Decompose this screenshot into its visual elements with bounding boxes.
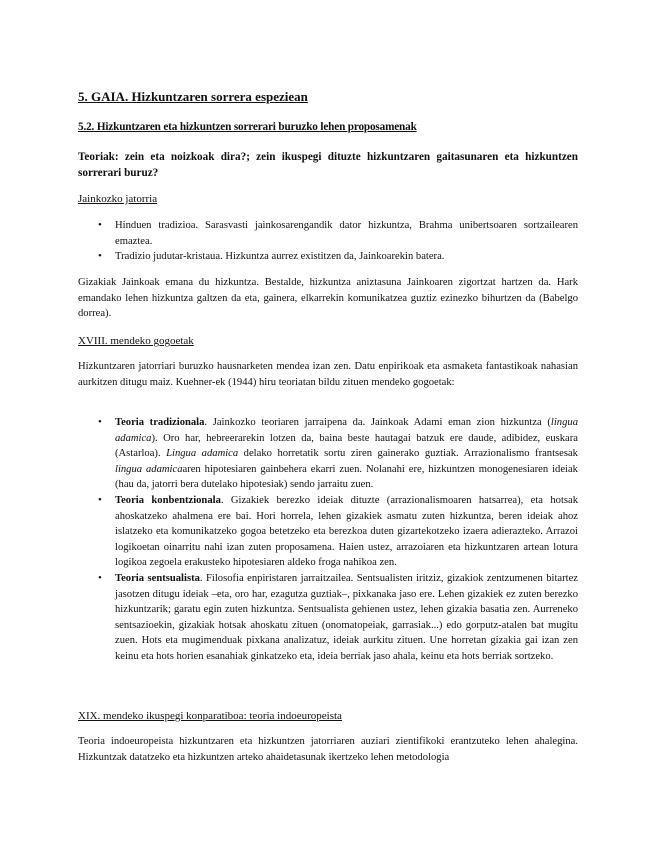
bullet-icon: •	[98, 493, 102, 506]
text-run: delako horretatik sortu ziren gainerako guztiak. Arrazionalismo frantsesak	[238, 448, 578, 460]
theories-list	[78, 415, 578, 665]
section-heading-divine-origin: Jainkozko jatorria	[78, 193, 158, 205]
list-item-traditional-theory	[78, 415, 578, 493]
text-run: aren hipotesiaren gainbehera ekarri zuen. Nolanahi ere, hizkuntzen monogenesiaren ideiak (hau da, jatorri bera dutelako hipotesiak) sendo jarraitu zuen.	[115, 463, 578, 491]
divine-origin-list	[78, 218, 578, 265]
term-label: Teoria tradizionala	[115, 417, 205, 428]
bullet-icon: •	[98, 571, 102, 584]
list-item	[78, 218, 578, 249]
chapter-title: 5. GAIA. Hizkuntzaren sorrera espeziean	[78, 89, 308, 104]
paragraph-19th-century: Teoria indoeuropeista hizkuntzaren eta hizkuntzen jatorriaren auziari zientifikoki erantzuteko lehen ahalegina. Hizkuntzak datatzeko eta hizkuntzen arteko ahaidetasunak ikertzeko lehen metodologia	[78, 736, 578, 763]
section-heading-19th-century: XIX. mendeko ikuspegi konparatiboa: teoria indoeuropeista	[78, 710, 342, 722]
paragraph-divine-origin: Gizakiak Jainkoak emana du hizkuntza. Bestalde, hizkuntza aniztasuna Jainkoaren zigortzat hartzen da. Hark emandako lehen hizkuntza galtzen da eta, gainera, elkarrekin komunikatzea guztiz ezinezko bihurtzen da (Babelgo dorrea).	[78, 277, 578, 320]
section-subtitle: 5.2. Hizkuntzaren eta hizkuntzen sorrerari buruzko lehen proposamenak	[78, 121, 417, 133]
term-label: Teoria konbentzionala	[115, 494, 221, 506]
paragraph-18th-century: Hizkuntzaren jatorriari buruzko hausnarketen mendea izan zen. Datu enpirikoak eta asmaketa fantastikoak nahasian aurkitzen ditugu maiz. Kuehner-ek (1944) hiru teoriatan bildu zituen mendeko gogoetak:	[78, 361, 578, 388]
bullet-icon: •	[98, 219, 102, 231]
text-run: ). Oro har, hebreerarekin lotzen da, baina beste hautagai batzuk ere daude, adibidez, euskara (Astarloa).	[115, 432, 578, 460]
list-item-text: Hinduen tradizioa. Sarasvasti jainkosarengandik dator hizkuntza, Brahma unibertsoaren sortzailearen emaztea.	[115, 220, 578, 247]
bullet-icon: •	[98, 250, 102, 263]
text-run: . Jainkozko teoriaren jarraipena da. Jainkoak Adami eman zion hizkuntza (	[204, 417, 551, 428]
italic-term: lingua adamica	[115, 463, 183, 475]
bullet-icon: •	[98, 416, 102, 428]
list-item-sensualist-theory	[78, 571, 578, 665]
list-item-conventional-theory	[78, 493, 578, 571]
term-label: Teoria sentsualista	[115, 572, 200, 584]
text-run: . Filosofia enpiristaren jarraitzailea. Sentsualisten iritziz, gizakiok zentzumenen bitartez jasotzen ditugu ideiak –eta, oro har, ezagutza guztiak–, pixkanaka jaso ere. Lehen gizakiek ez zuten berezko hizkuntzarik; garatu egin zuten hizkuntza. Sentsualista gehienen ustez, lehen gizakia basatia zen. Aurreneko sentsazioekin, gizakiak hotsak ahoskatu zituen (onomatopeiak, garrasiak...) edo gorputz-atalen bat mugitu zuen. Hots eta mugimenduak pixkana analizatuz, ideiak aurkitu zituen. Une horretan gizakia gai izan zen keinu eta hots horien esanahiak ginkatzeko eta, ideia berriak jaso ahala, keinu eta hots berriak sortzeko.	[115, 572, 578, 662]
list-item	[78, 249, 578, 265]
section-heading-18th-century: XVIII. mendeko gogoetak	[78, 335, 194, 347]
list-item-text: Tradizio judutar-kristaua. Hizkuntza aurrez existitzen da, Jainkoarekin batera.	[115, 251, 445, 263]
italic-term: lingua adamica	[115, 417, 578, 444]
italic-term: Lingua adamica	[166, 448, 239, 460]
guiding-question: Teoriak: zein eta noizkoak dira?; zein ikuspegi dituzte hizkuntzaren gaitasunaren eta hizkuntzen sorrerari buruz?	[78, 151, 578, 179]
text-run: . Gizakiek berezko ideiak dituzte (arrazionalismoaren hatsarrea), eta hotsak ahoskatzeko ahalmena ere bai. Hori horrela, lehen gizakiek asmatu zuten hizkuntza, beren ideiak ahoz islatzeko eta komunikatzeko gogoa betetzeko eta berezkoa duten gizartekotzeko izaera adierazteko. Arrazoi logikoetan oinarritu nahi izan zuten proposamena. Haien ustez, arrazoiaren eta hizkuntzaren artean lotura logikoa zegoela erakusteko hipotesiaren aldeko froga nahikoa zen.	[115, 494, 579, 569]
